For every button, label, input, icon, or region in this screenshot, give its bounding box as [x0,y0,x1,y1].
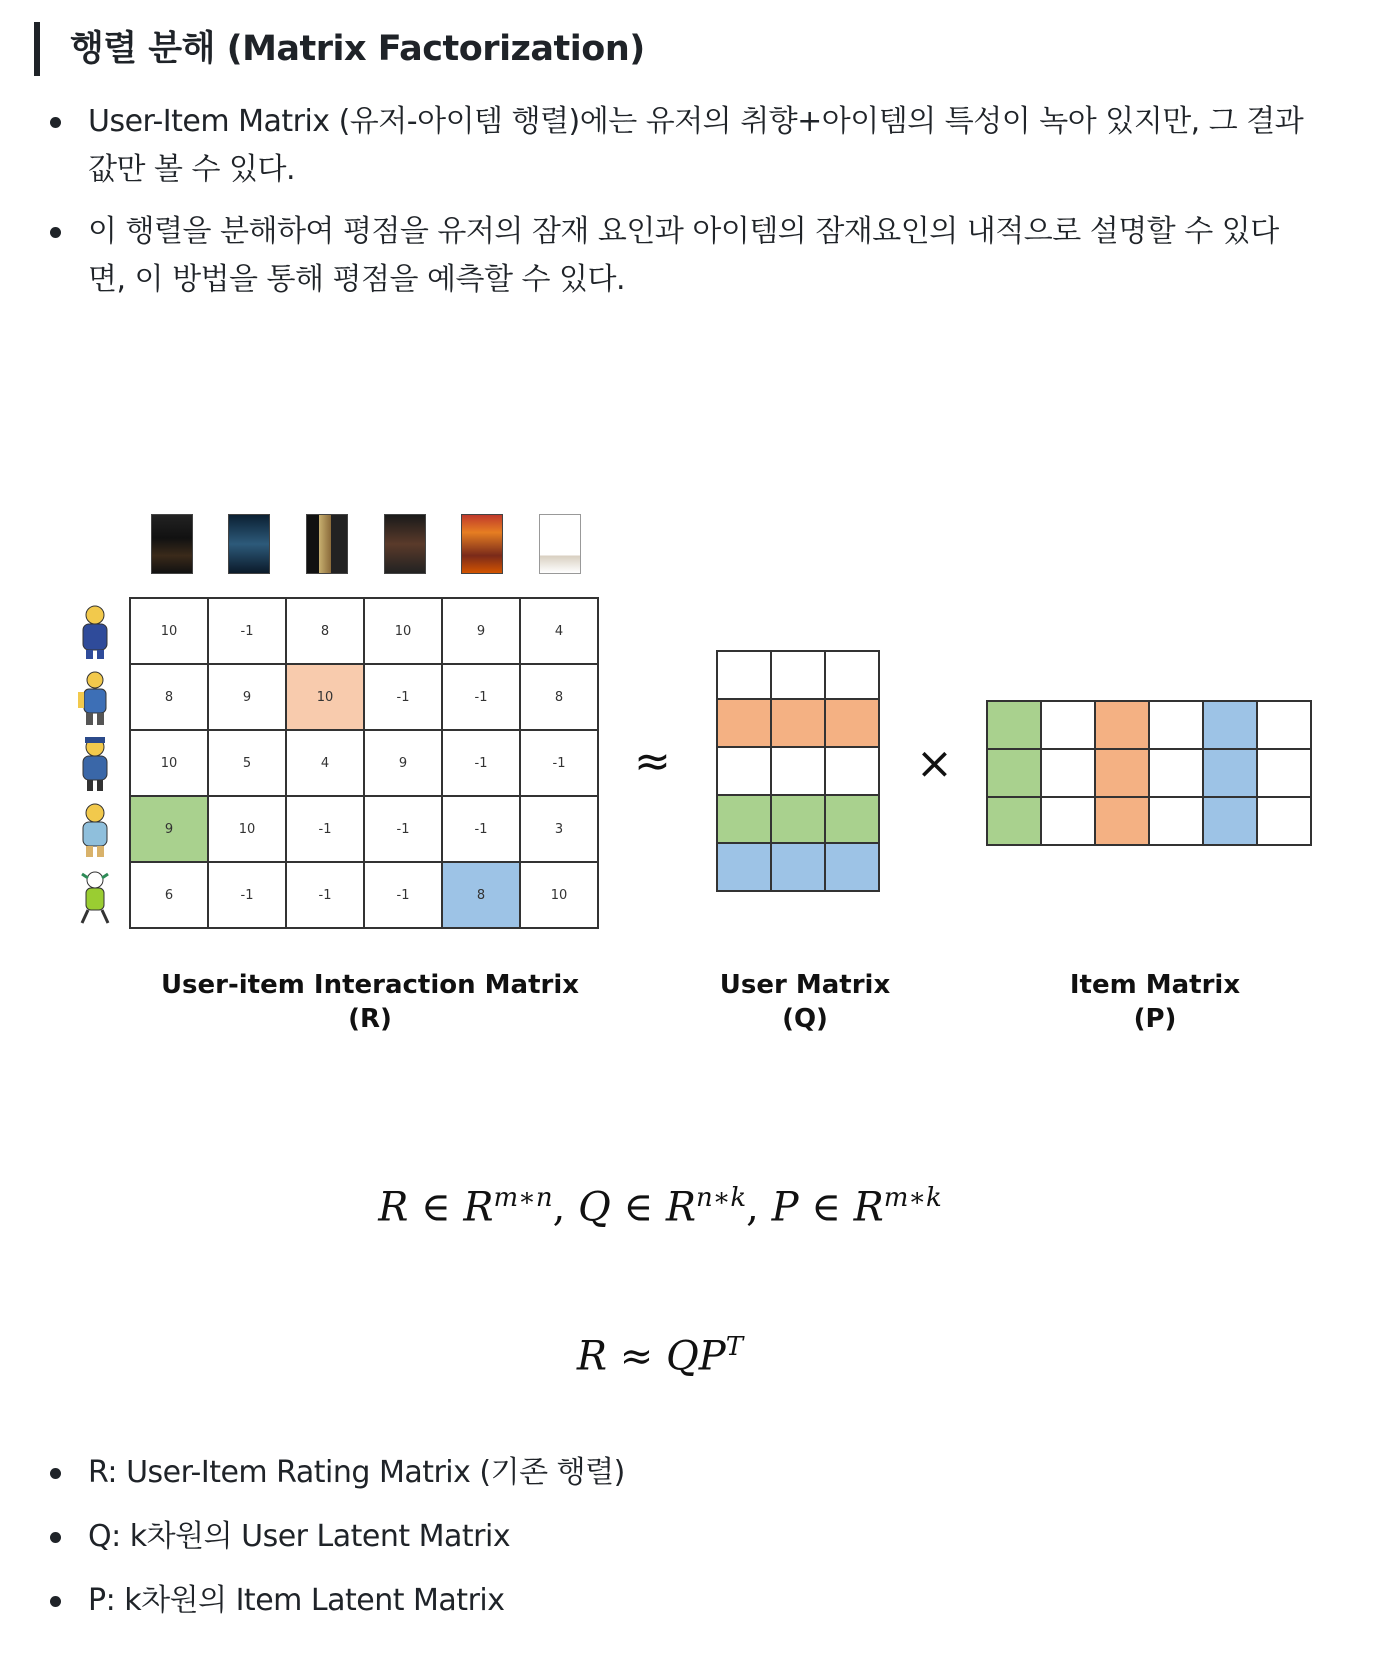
q-cell [825,699,879,747]
intro-bullet-list [0,98,1376,318]
p-cell [1041,701,1095,749]
intro-bullet: 이 행렬을 분해하여 평점을 유저의 잠재 요인과 아이템의 잠재요인의 내적으로 설명할 수 있다면, 이 방법을 통해 평점을 예측할 수 있다. [0,208,1376,304]
rating-cell: 4 [520,598,598,664]
caption-q-sub: (Q) [782,1004,828,1034]
matrix-row [130,862,598,928]
rating-cell-highlight-green: 9 [130,796,208,862]
movie-poster-6 [539,514,581,574]
matrix-row [717,795,879,843]
rating-cell: 3 [520,796,598,862]
caption-r [150,968,590,1036]
rating-cell: 8 [520,664,598,730]
p-cell [987,701,1041,749]
matrix-row [130,598,598,664]
user-avatar-2 [72,670,118,726]
movie-poster-2 [228,514,270,574]
caption-p [1030,968,1280,1036]
definition-bullet-list [0,1449,1376,1641]
user-avatar-4 [72,802,118,858]
p-cell [1041,797,1095,845]
rating-cell: 10 [130,730,208,796]
q-cell [717,843,771,891]
matrix-row [987,797,1311,845]
p-cell [1095,797,1149,845]
q-cell [825,795,879,843]
rating-cell: 10 [208,796,286,862]
rating-cell: -1 [208,862,286,928]
rating-cell: 5 [208,730,286,796]
rating-cell: 9 [442,598,520,664]
section-heading: 행렬 분해 (Matrix Factorization) [34,22,645,76]
p-cell [1149,701,1203,749]
p-cell [1149,749,1203,797]
rating-cell: -1 [364,664,442,730]
caption-r-sub: (R) [348,1004,392,1034]
rating-cell: 9 [364,730,442,796]
caption-r-title: User-item Interaction Matrix [160,970,580,1000]
matrix-row [987,701,1311,749]
user-matrix-q [716,650,880,892]
caption-p-sub: (P) [1133,1004,1177,1034]
rating-cell: -1 [208,598,286,664]
rating-cell: 10 [130,598,208,664]
rating-cell: -1 [286,796,364,862]
definition-bullet: P: k차원의 Item Latent Matrix [0,1577,1376,1625]
equation-factorization: $R \approx QP^T$ [576,1332,744,1380]
caption-p-title: Item Matrix [1069,970,1241,1000]
p-cell [1149,797,1203,845]
equation-dimensions: R ∈ $R^{m∗n}$, Q ∈ $R^{n∗k}$, P ∈ $R^{m∗k}$ [378,1183,942,1231]
times-symbol: × [916,738,953,789]
p-cell [1203,701,1257,749]
p-cell [1257,749,1311,797]
rating-cell: 6 [130,862,208,928]
p-cell [1041,749,1095,797]
matrix-row [717,747,879,795]
q-cell [825,651,879,699]
p-cell [987,749,1041,797]
movie-poster-5 [461,514,503,574]
user-avatar-5 [72,868,118,924]
rating-cell: 10 [520,862,598,928]
matrix-row [717,651,879,699]
rating-cell: 4 [286,730,364,796]
p-cell [1095,701,1149,749]
q-cell [717,651,771,699]
rating-cell: 8 [130,664,208,730]
p-cell [1257,797,1311,845]
matrix-row [130,796,598,862]
rating-cell: -1 [364,796,442,862]
p-cell [987,797,1041,845]
q-cell [771,651,825,699]
rating-cell: -1 [364,862,442,928]
q-cell [771,843,825,891]
movie-poster-4 [384,514,426,574]
rating-cell: -1 [286,862,364,928]
matrix-row [717,843,879,891]
q-cell [825,843,879,891]
p-cell [1095,749,1149,797]
rating-cell-highlight-blue: 8 [442,862,520,928]
q-cell [771,699,825,747]
rating-cell: -1 [442,664,520,730]
caption-q [680,968,930,1036]
user-avatar-1 [72,604,118,660]
q-cell [825,747,879,795]
caption-q-title: User Matrix [719,970,891,1000]
q-cell [717,699,771,747]
matrix-row [130,730,598,796]
intro-bullet: User-Item Matrix (유저-아이템 행렬)에는 유저의 취향+아이템의 특성이 녹아 있지만, 그 결과값만 볼 수 있다. [0,98,1376,194]
rating-cell: 10 [364,598,442,664]
p-cell [1203,749,1257,797]
matrix-row [987,749,1311,797]
matrix-row [717,699,879,747]
movie-poster-3 [306,514,348,574]
q-cell [717,795,771,843]
q-cell [717,747,771,795]
item-matrix-p [986,700,1312,846]
movie-poster-1 [151,514,193,574]
rating-cell: -1 [442,796,520,862]
q-cell [771,795,825,843]
p-cell [1257,701,1311,749]
rating-cell: 9 [208,664,286,730]
rating-cell: -1 [442,730,520,796]
interaction-matrix-r [129,597,599,929]
matrix-row [130,664,598,730]
approx-symbol: ≈ [634,736,671,787]
definition-bullet: Q: k차원의 User Latent Matrix [0,1513,1376,1561]
user-avatar-3 [72,736,118,792]
p-cell [1203,797,1257,845]
rating-cell: -1 [520,730,598,796]
q-cell [771,747,825,795]
rating-cell: 8 [286,598,364,664]
definition-bullet: R: User-Item Rating Matrix (기존 행렬) [0,1449,1376,1497]
rating-cell-highlight-orange: 10 [286,664,364,730]
